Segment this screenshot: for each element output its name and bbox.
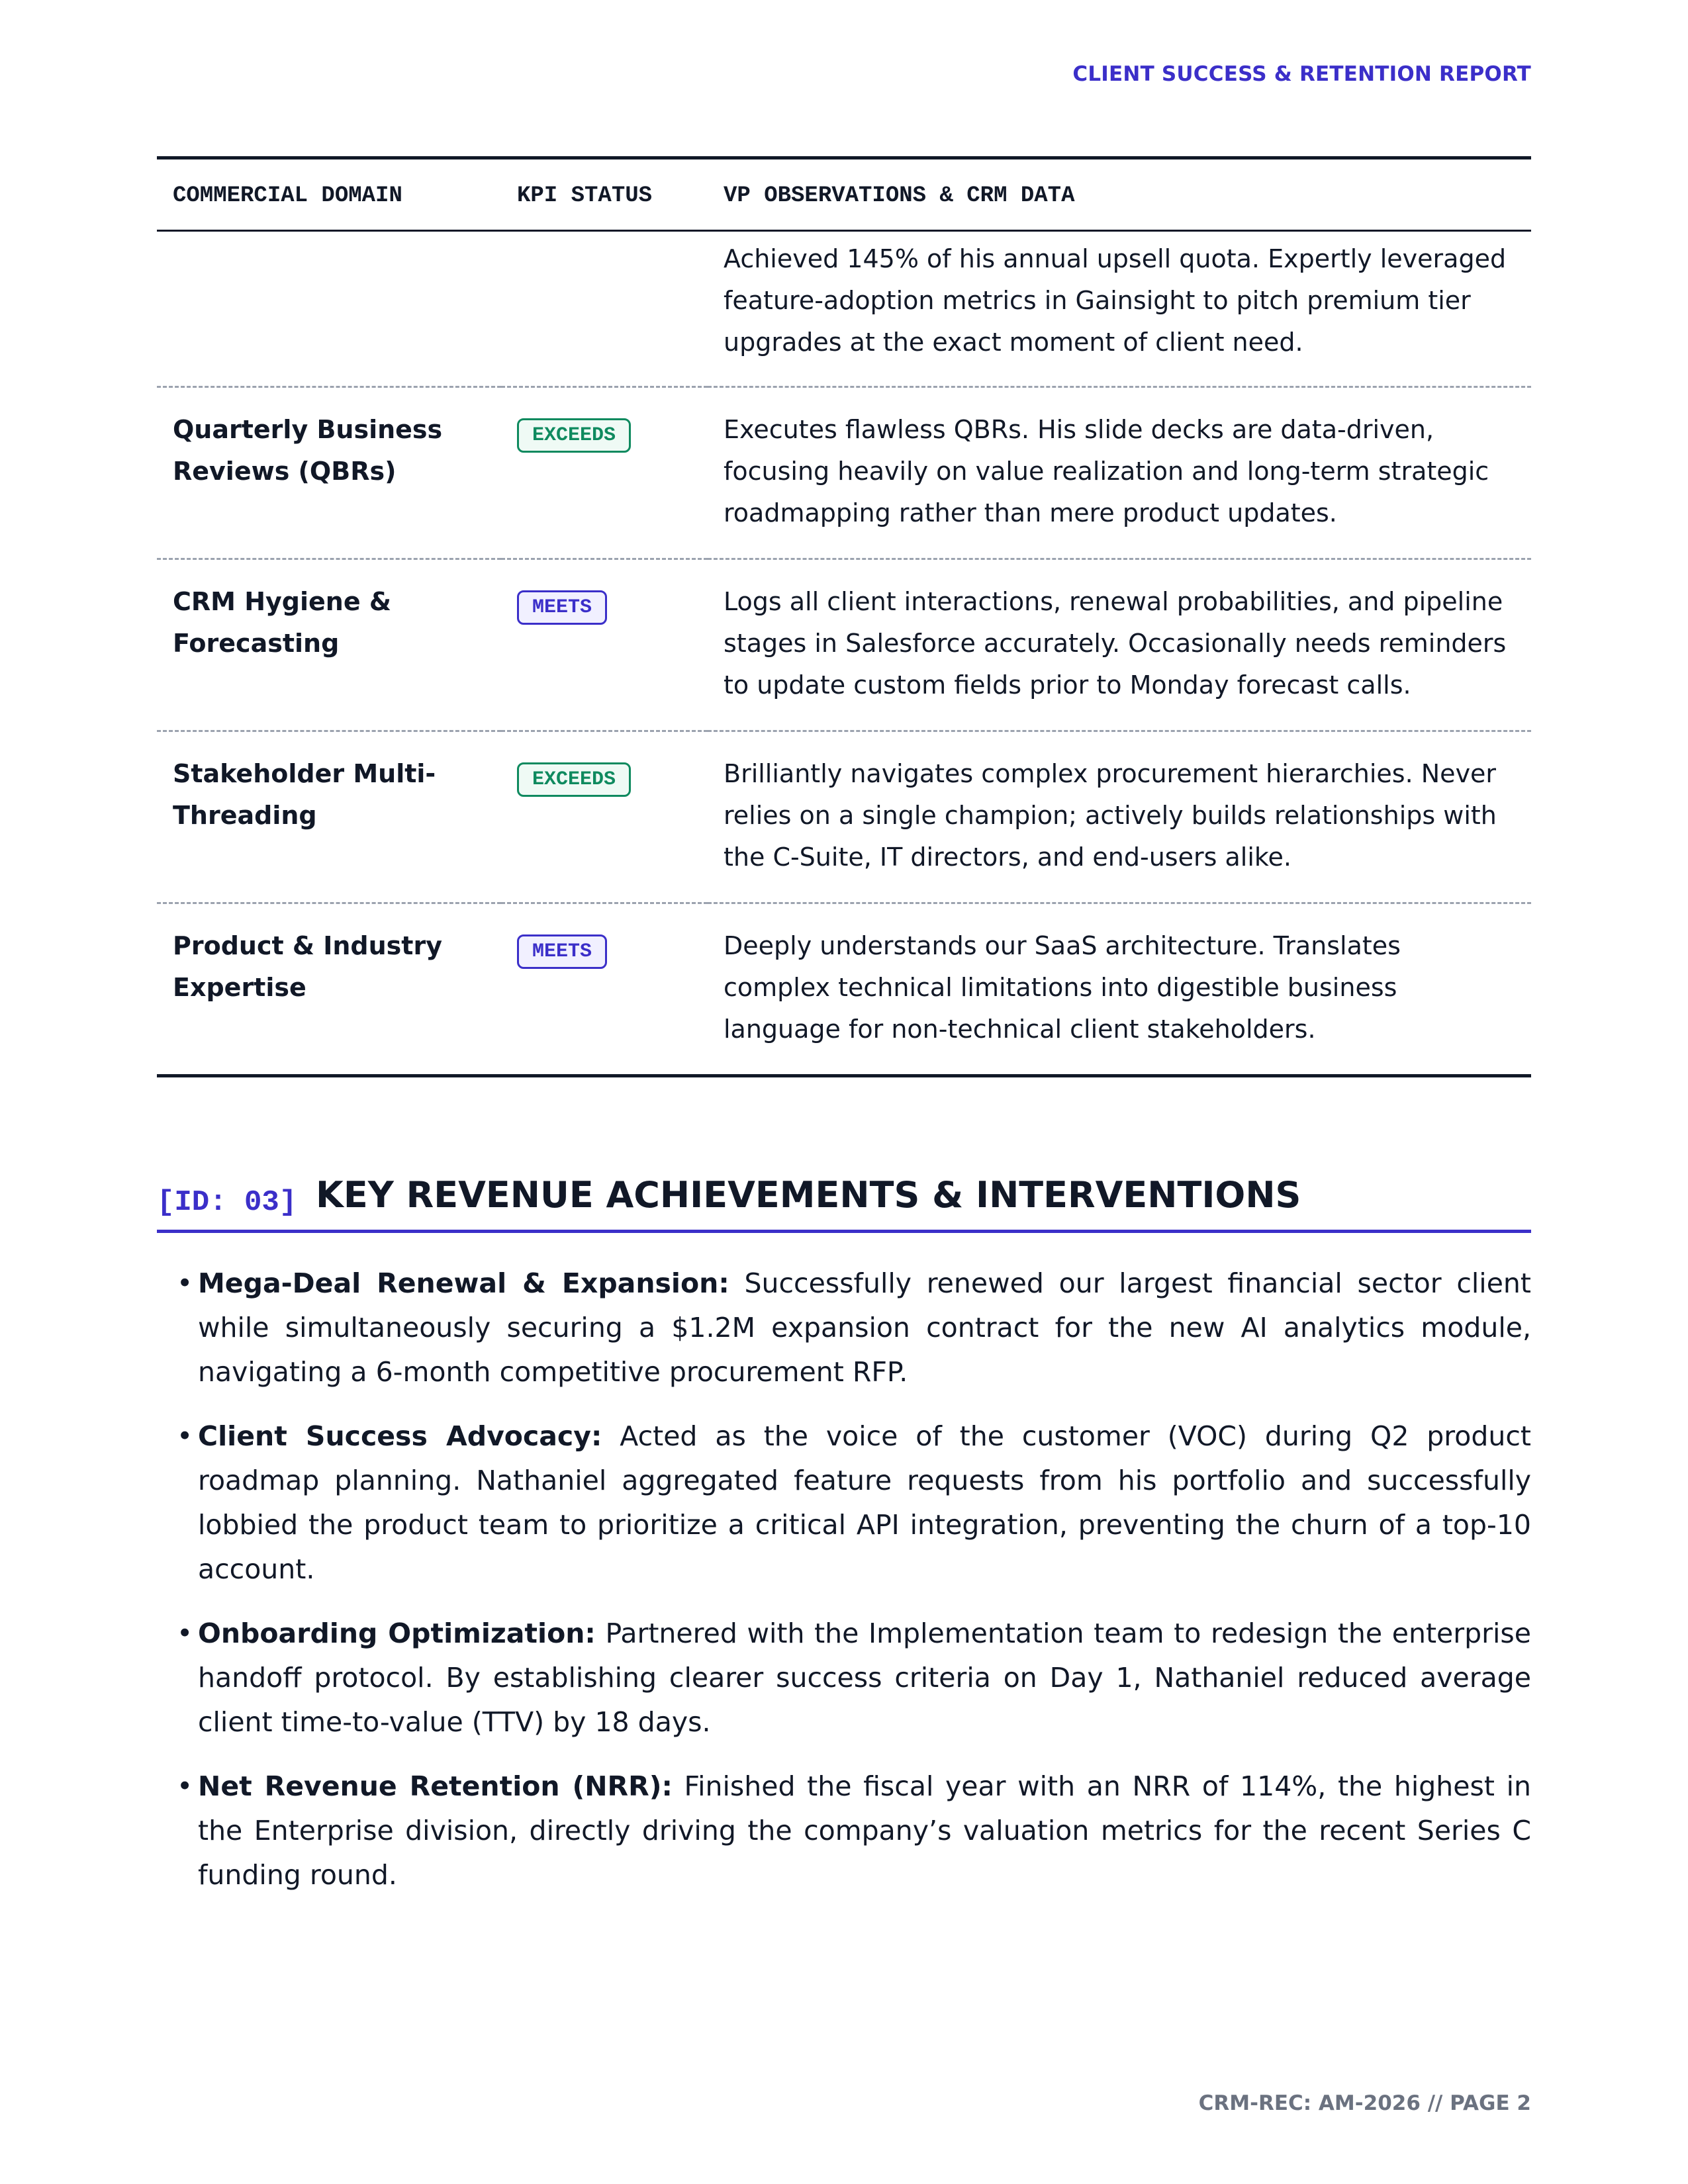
list-item bbox=[157, 1261, 1531, 1394]
domain-cell: Stakeholder Multi-Threading bbox=[157, 731, 501, 903]
status-badge: MEETS bbox=[517, 590, 607, 625]
report-title: CLIENT SUCCESS & RETENTION REPORT bbox=[1072, 62, 1531, 86]
section-title: KEY REVENUE ACHIEVEMENTS & INTERVENTIONS bbox=[316, 1174, 1301, 1216]
table-row bbox=[157, 731, 1531, 903]
table-row bbox=[157, 231, 1531, 387]
kpi-table bbox=[157, 156, 1531, 1077]
achievement-lead: Net Revenue Retention (NRR): bbox=[198, 1770, 673, 1802]
achievement-text: Acted as the voice of the customer (VOC) during Q2 product roadmap planning. Nathaniel aggregated feature requests from his portfolio and successfully lobbied the product team to prioritize a critical API integration, preventing the churn of a top-10 account. bbox=[198, 1420, 1531, 1585]
status-cell bbox=[501, 559, 708, 731]
column-header-observations: VP OBSERVATIONS & CRM DATA bbox=[708, 158, 1531, 231]
section-heading bbox=[157, 1165, 1531, 1233]
column-header-status: KPI STATUS bbox=[501, 158, 708, 231]
achievement-lead: Mega-Deal Renewal & Expansion: bbox=[198, 1267, 729, 1299]
status-cell bbox=[501, 231, 708, 387]
list-item bbox=[157, 1612, 1531, 1745]
bullet-icon: • bbox=[177, 1770, 193, 1802]
domain-cell: Product & Industry Expertise bbox=[173, 931, 442, 1002]
status-badge: EXCEEDS bbox=[517, 762, 631, 797]
bullet-icon: • bbox=[177, 1267, 193, 1299]
domain-cell bbox=[157, 231, 501, 387]
observation-cell: Logs all client interactions, renewal probabilities, and pipeline stages in Salesforce accurately. Occasionally needs reminders to update custom fields prior to Monday forecast calls. bbox=[708, 559, 1531, 731]
achievement-text: Partnered with the Implementation team to redesign the enterprise handoff protocol. By establishing clearer success criteria on Day 1, Nathaniel reduced average client time-to-value (TTV) by 18 days. bbox=[198, 1617, 1531, 1738]
bullet-icon: • bbox=[177, 1617, 193, 1649]
observation-cell: Executes flawless QBRs. His slide decks are data-driven, focusing heavily on value realization and long-term strategic roadmapping rather than mere product updates. bbox=[708, 387, 1531, 559]
bullet-icon: • bbox=[177, 1420, 193, 1452]
status-cell bbox=[501, 903, 708, 1076]
table-row bbox=[157, 559, 1531, 731]
domain-cell: CRM Hygiene & Forecasting bbox=[157, 559, 501, 731]
achievement-lead: Client Success Advocacy: bbox=[198, 1420, 602, 1452]
list-item bbox=[157, 1414, 1531, 1592]
status-cell bbox=[501, 731, 708, 903]
table-row bbox=[157, 387, 1531, 559]
observation-cell: Achieved 145% of his annual upsell quota. Expertly leveraged feature-adoption metrics in Gainsight to pitch premium tier upgrades at the exact moment of client need. bbox=[708, 231, 1531, 387]
achievement-text: Finished the fiscal year with an NRR of 114%, the highest in the Enterprise division, directly driving the company’s valuation metrics for the recent Series C funding round. bbox=[198, 1770, 1531, 1891]
table-row bbox=[157, 903, 1531, 1076]
section-id: [ID: 03] bbox=[157, 1186, 297, 1219]
achievements-list bbox=[157, 1261, 1531, 1917]
status-cell bbox=[501, 387, 708, 559]
achievement-text: Successfully renewed our largest financial sector client while simultaneously securing a $1.2M expansion contract for the new AI analytics module, navigating a 6-month competitive procurement RFP. bbox=[198, 1267, 1531, 1388]
status-badge: MEETS bbox=[517, 934, 607, 969]
domain-cell: Quarterly Business Reviews (QBRs) bbox=[157, 387, 501, 559]
achievement-lead: Onboarding Optimization: bbox=[198, 1617, 596, 1649]
table-header-row bbox=[157, 158, 1531, 231]
column-header-domain: COMMERCIAL DOMAIN bbox=[157, 158, 501, 231]
list-item bbox=[157, 1764, 1531, 1897]
status-badge: EXCEEDS bbox=[517, 418, 631, 453]
page-footer: CRM-REC: AM-2026 // PAGE 2 bbox=[1198, 2091, 1531, 2115]
observation-cell: Brilliantly navigates complex procurement hierarchies. Never relies on a single champion; actively builds relationships with the C-Suite, IT directors, and end-users alike. bbox=[708, 731, 1531, 903]
observation-cell: Deeply understands our SaaS architecture. Translates complex technical limitations into digestible business language for non-technical client stakeholders. bbox=[724, 931, 1401, 1044]
